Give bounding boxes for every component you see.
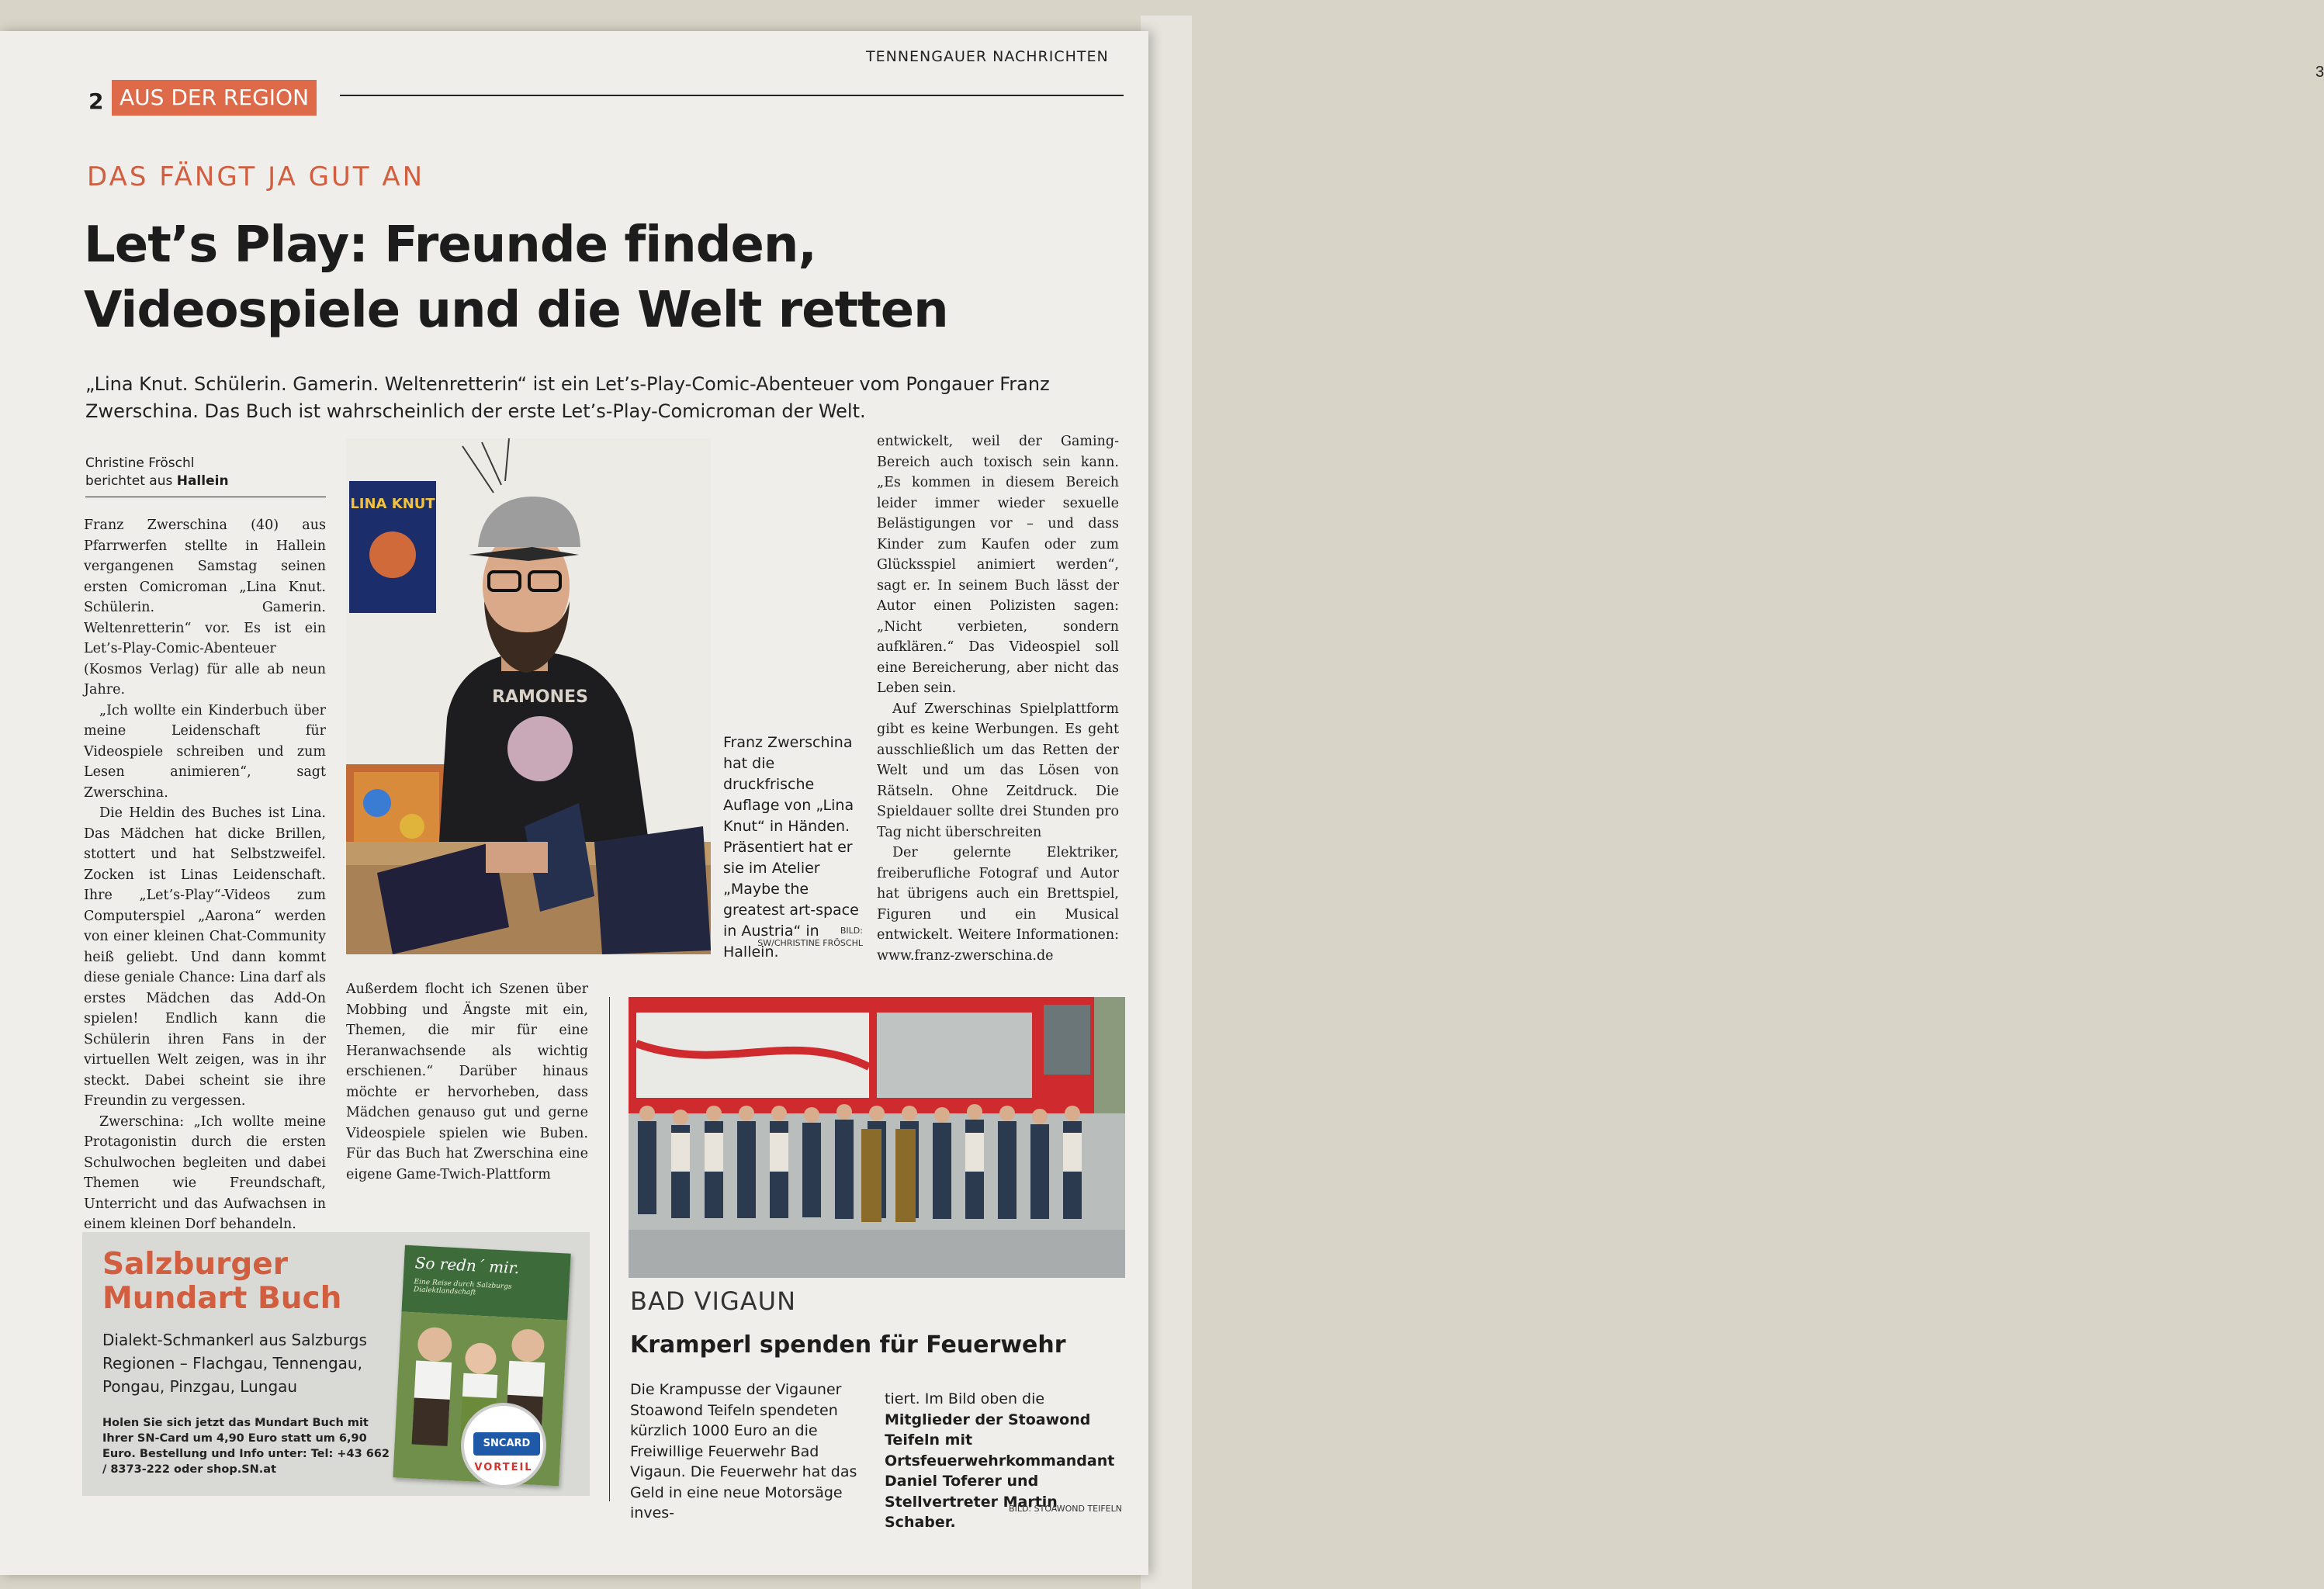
author-photo-illustration xyxy=(346,438,711,954)
ad-title-line-1: Salzburger xyxy=(102,1247,288,1282)
book-cover-title: LINA KNUT xyxy=(350,496,435,512)
story2-place: BAD VIGAUN xyxy=(630,1286,797,1316)
column-divider xyxy=(609,997,610,1501)
paragraph: „Ich wollte ein Kinderbuch über meine Leidenschaft für Videospiele schreiben und zum Lesen animieren“, sagt Zwerschina. xyxy=(84,702,326,801)
byline-location: Hallein xyxy=(176,473,229,489)
headline-line-1: Let’s Play: Freunde finden, xyxy=(84,216,816,274)
article-headline xyxy=(84,213,1116,343)
mundart-book-ad xyxy=(82,1232,590,1496)
publication-name: TENNENGAUER NACHRICHTEN xyxy=(866,48,1109,65)
ad-book-subtitle: Eine Reise durch Salzburgs Dialektlandschaft xyxy=(413,1278,512,1297)
headline-line-2: Videospiele und die Welt retten xyxy=(84,282,948,339)
next-page-number: 3 xyxy=(2315,64,2324,81)
paragraph: Zwerschina: „Ich wollte meine Protagonistin durch die ersten Schulwochen begleiten und dabei Themen wie Freundschaft, Unterricht und das Aufwachsen in einem kleinen Dorf behandeln. xyxy=(84,1113,326,1232)
story2-photo-credit: BILD: STOAWOND TEIFELN xyxy=(1009,1504,1122,1514)
ad-order-info: Holen Sie sich jetzt das Mundart Buch mit Ihrer SN-Card um 4,90 Euro statt um 6,90 Euro. Bestellung und Info unter: Tel: +43 662 / 8373-222 oder shop.SN.at xyxy=(102,1417,390,1476)
paragraph: Der gelernte Elektriker, freiberufliche Fotograf und Autor hat übrigens auch ein Brettspiel, Figuren und ein Musical entwickelt. Weitere Informationen: www.franz-zwerschina.de xyxy=(877,845,1119,964)
paragraph: Auf Zwerschinas Spielplattform gibt es keine Werbungen. Es geht ausschließlich um das Retten der Welt und um das Lösen von Rätseln. Ohne Zeitdruck. Die Spieldauer sollte drei Stunden pro Tag nicht überschreiten xyxy=(877,701,1119,840)
fire-department-group-photo xyxy=(629,997,1125,1278)
paragraph: Außerdem flocht ich Szenen über Mobbing und Ängste mit ein, Themen, die mir für eine Heranwachsende als wichtig erschienen.“ Darüber hinaus möchte er hervorheben, dass Mädchen genauso gut und gerne Videospiele spielen wie Buben. Für das Buch hat Zwerschina eine eigene Game-Twich-Plattform xyxy=(346,981,588,1182)
paragraph: Franz Zwerschina (40) aus Pfarrwerfen stellte in Hallein vergangenen Samstag seinen ersten Comicroman „Lina Knut. Schülerin. Gamerin. Weltenretterin“ vor. Es ist ein Let’s-Play-Comic-Abenteuer (Kosmos Verlag) für alle ab neun Jahre. xyxy=(84,518,326,698)
story2-column-a: Die Krampusse der Vigauner Stoawond Teifeln spendeten kürzlich 1000 Euro an die Freiwillige Feuerwehr Bad Vigaun. Die Feuerwehr hat das Geld in eine neue Motorsäge inves- xyxy=(630,1381,857,1521)
sncard-badge-text: VORTEIL xyxy=(474,1462,533,1473)
article-column-3 xyxy=(877,431,1119,966)
ad-title-line-2: Mundart Buch xyxy=(102,1281,342,1316)
byline-location-line xyxy=(85,473,326,490)
byline-reports-from: berichtet aus xyxy=(85,473,173,489)
photo-credit xyxy=(754,925,863,950)
article-kicker: DAS FÄNGT JA GUT AN xyxy=(87,161,425,192)
photo-caption: Franz Zwerschina hat die druckfrische Auflage von „Lina Knut“ in Händen. Präsentiert hat er sie im Atelier „Maybe the greatest art-space in Austria“ in Hallein. xyxy=(723,734,859,961)
ad-book-title: So redn´ mir. xyxy=(414,1253,520,1278)
article-column-2 xyxy=(346,979,588,1185)
byline-author: Christine Fröschl xyxy=(85,455,195,471)
sncard-badge xyxy=(461,1403,546,1488)
byline xyxy=(85,455,326,490)
story2-column-b-bold: Mitglieder der Stoawond Teifeln mit Ortsfeuerwehrkommandant Daniel Toferer und Stellvertreter Martin Schaber. xyxy=(885,1411,1115,1531)
story2-headline: Kramperl spenden für Feuerwehr xyxy=(630,1331,1066,1359)
article-column-1 xyxy=(84,515,326,1235)
story2-column-b-text: tiert. Im Bild oben die xyxy=(885,1390,1045,1407)
shirt-text: RAMONES xyxy=(492,687,588,707)
ad-book-cover-header xyxy=(401,1245,570,1321)
ad-subtitle: Dialekt-Schmankerl aus Salzburgs Regionen – Flachgau, Tennengau, Pongau, Pinzgau, Lungau xyxy=(102,1331,367,1396)
paragraph: Die Heldin des Buches ist Lina. Das Mädchen hat dicke Brillen, stottert und hat Selbstzweifel. Zocken ist Linas Leidenschaft. Ihre „Let’s-Play“-Videos zum Computerspiel „Aarona“ werden von einer kleinen Chat-Community heiß geliebt. Und dann kommt diese geniale Chance: Lina darf als erstes Mädchen das Add-On spielen! Endlich kann die Schülerin ihren Fans in der virtuellen Welt zeigen, was in ihr steckt. Dabei scheint sie ihre Freundin zu vergessen. xyxy=(84,805,326,1109)
photo-credit-name: SW/CHRISTINE FRÖSCHL xyxy=(757,938,863,948)
section-tag: AUS DER REGION xyxy=(112,80,317,116)
paragraph: entwickelt, weil der Gaming-Bereich auch toxisch sein kann. „Es kommen in diesem Bereich leider immer wieder sexuelle Belästigungen vor – und dass Kinder zum Kaufen oder zum Glücksspiel animiert werden“, sagt er. In seinem Buch lässt der Autor einen Polizisten sagen: „Nicht verbieten, sondern aufklären.“ Das Videospiel soll eine Bereicherung, aber nicht das Leben sein. xyxy=(877,434,1119,696)
author-photo xyxy=(346,438,711,954)
article-deck: „Lina Knut. Schülerin. Gamerin. Weltenretterin“ ist ein Let’s-Play-Comic-Abenteuer vom Pongauer Franz Zwerschina. Das Buch ist wahrscheinlich der erste Let’s-Play-Comicroman der Welt. xyxy=(85,373,1050,422)
ad-title xyxy=(102,1248,341,1316)
group-photo-illustration xyxy=(629,997,1125,1278)
page-number: 2 xyxy=(88,88,104,114)
photo-credit-label: BILD: xyxy=(840,926,863,936)
header-rule xyxy=(340,95,1124,96)
sncard-logo: SNCARD xyxy=(473,1432,540,1456)
